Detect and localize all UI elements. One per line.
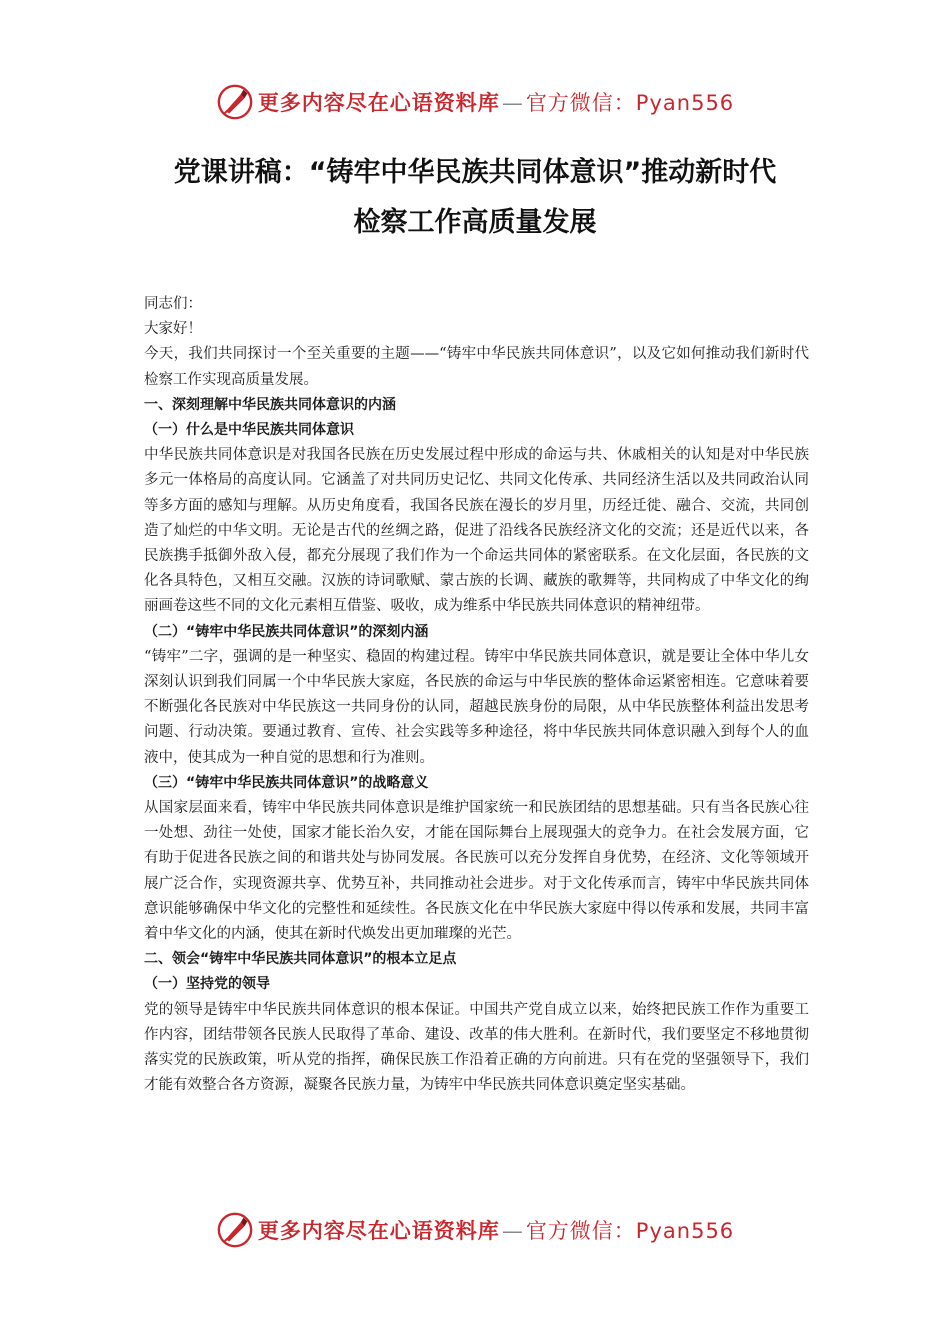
banner-text <box>258 87 734 117</box>
section-heading-2: 二、领会“铸牢中华民族共同体意识”的根本立足点 <box>144 951 457 968</box>
subsection-heading-1-1: （一）什么是中华民族共同体意识 <box>144 422 354 439</box>
pen-nib-logo-icon <box>216 83 254 121</box>
greeting-hello: 大家好！ <box>144 321 202 338</box>
subsection-heading-1-2: （二）“铸牢中华民族共同体意识”的深刻内涵 <box>144 623 429 640</box>
title-line-2: 检察工作高质量发展 <box>353 207 597 238</box>
banner-text <box>258 1215 734 1245</box>
banner-contact: 官方微信：Pyan556 <box>525 91 735 115</box>
banner-contact: 官方微信：Pyan556 <box>525 1219 735 1243</box>
paragraph-1-2: “铸牢”二字，强调的是一种坚实、稳固的构建过程。铸牢中华民族共同体意识，就是要让全体中华儿女深刻认识到我们同属一个中华民族大家庭，各民族的命运与中华民族的整体命运紧密相连。它意味着要不断强化各民族对中华民族这一共同身份的认同，超越民族身份的局限，从中华民族整体利益出发思考问题、行动决策。要通过教育、宣传、社会实践等多种途径，将中华民族共同体意识融入到每个人的血液中，使其成为一种自觉的思想和行为准则。 <box>144 648 809 766</box>
document-body <box>144 292 809 1099</box>
paragraph-2-1: 党的领导是铸牢中华民族共同体意识的根本保证。中国共产党自成立以来，始终把民族工作作为重要工作内容，团结带领各民族人民取得了革命、建设、改革的伟大胜利。在新时代，我们要坚定不移地贯彻落实党的民族政策，听从党的指挥，确保民族工作沿着正确的方向前进。只有在党的坚强领导下，我们才能有效整合各方资源，凝聚各民族力量，为铸牢中华民族共同体意识奠定坚实基础。 <box>144 1001 809 1094</box>
banner-separator: — <box>501 91 524 115</box>
paragraph-1-1: 中华民族共同体意识是对我国各民族在历史发展过程中形成的命运与共、休戚相关的认知是对中华民族多元一体格局的高度认同。它涵盖了对共同历史记忆、共同文化传承、共同经济生活以及共同政治认同等多方面的感知与理解。从历史角度看，我国各民族在漫长的岁月里，历经迁徙、融合、交流，共同创造了灿烂的中华文明。无论是古代的丝绸之路，促进了沿线各民族经济文化的交流；还是近代以来，各民族携手抵御外敌入侵，都充分展现了我们作为一个命运共同体的紧密联系。在文化层面，各民族的文化各具特色，又相互交融。汉族的诗词歌赋、蒙古族的长调、藏族的歌舞等，共同构成了中华文化的绚丽画卷这些不同的文化元素相互借鉴、吸收，成为维系中华民族共同体意识的精神纽带。 <box>144 447 809 615</box>
paragraph-1-3: 从国家层面来看，铸牢中华民族共同体意识是维护国家统一和民族团结的思想基础。只有当各民族心往一处想、劲往一处使，国家才能长治久安，才能在国际舞台上展现强大的竞争力。在社会发展方面，它有助于促进各民族之间的和谐共处与协同发展。各民族可以充分发挥自身优势，在经济、文化等领域开展广泛合作，实现资源共享、优势互补，共同推动社会进步。对于文化传承而言，铸牢中华民族共同体意识能够确保中华文化的完整性和延续性。各民族文化在中华民族大家庭中得以传承和发展，共同丰富着中华文化的内涵，使其在新时代焕发出更加璀璨的光芒。 <box>144 800 809 943</box>
section-heading-1: 一、深刻理解中华民族共同体意识的内涵 <box>144 396 396 413</box>
banner-brand: 更多内容尽在心语资料库 <box>257 1219 500 1243</box>
greeting-salutation: 同志们： <box>144 296 202 312</box>
pen-nib-logo-icon <box>216 1211 254 1249</box>
footer-banner <box>0 1208 950 1252</box>
subsection-heading-2-1: （一）坚持党的领导 <box>144 976 270 993</box>
document-title <box>120 148 830 248</box>
header-banner <box>0 80 950 124</box>
banner-brand: 更多内容尽在心语资料库 <box>257 91 500 115</box>
subsection-heading-1-3: （三）“铸牢中华民族共同体意识”的战略意义 <box>144 774 429 791</box>
intro-paragraph: 今天，我们共同探讨一个至关重要的主题——“铸牢中华民族共同体意识”，以及它如何推动我们新时代检察工作实现高质量发展。 <box>144 346 809 388</box>
banner-separator: — <box>501 1219 524 1243</box>
title-line-1: 党课讲稿：“铸牢中华民族共同体意识”推动新时代 <box>173 157 777 188</box>
